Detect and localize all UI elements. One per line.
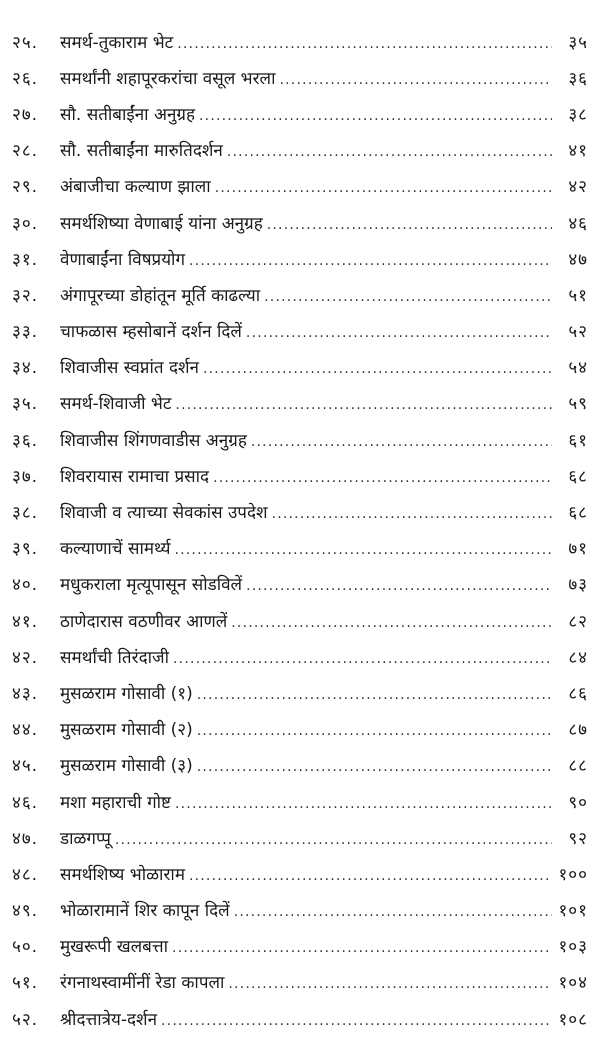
entry-page-number: ८७ — [568, 720, 588, 741]
dot-leader — [174, 543, 552, 557]
entry-page-number: ३८ — [568, 104, 588, 125]
entry-body — [60, 104, 588, 125]
entry-number: २७. — [12, 104, 39, 125]
dot-leader — [197, 724, 552, 738]
entry-title: समर्थ-तुकाराम भेट — [60, 32, 174, 53]
entry-title: ठाणेदारास वठणीवर आणलें — [60, 611, 228, 632]
entry-number: २८. — [12, 141, 39, 162]
toc-entry — [0, 713, 600, 749]
entry-page-number: ८२ — [568, 611, 588, 632]
entry-page-number: ४२ — [568, 177, 588, 198]
entry-page-number: ६८ — [568, 466, 588, 487]
entry-page-number: ९२ — [568, 828, 588, 849]
entry-number: ४९. — [12, 901, 39, 922]
dot-leader — [115, 833, 552, 847]
entry-number: ३३. — [12, 322, 39, 343]
entry-page-number: ४१ — [568, 141, 588, 162]
entry-page-number: ६८ — [568, 503, 588, 524]
entry-title: सौ. सतीबाईंना अनुग्रह — [60, 104, 196, 125]
toc-entry — [0, 676, 600, 712]
entry-title: रंगनाथस्वामींनीं रेडा कापला — [60, 973, 225, 994]
dot-leader — [213, 471, 552, 485]
entry-page-number: १०० — [558, 864, 588, 885]
toc-entry — [0, 387, 600, 423]
entry-body — [60, 143, 588, 160]
entry-title: मधुकराला मृत्यूपासून सोडविलें — [60, 575, 243, 596]
entry-title: समर्थांनी शहापूरकरांचा वसूल भरला — [60, 68, 276, 89]
entry-body — [60, 396, 588, 413]
toc-entry — [0, 351, 600, 387]
entry-number: ४२. — [12, 647, 39, 668]
entry-body — [60, 1009, 588, 1030]
toc-entry — [0, 242, 600, 278]
dot-leader — [234, 905, 552, 919]
dot-leader — [231, 616, 552, 630]
entry-page-number: ५९ — [568, 394, 588, 415]
entry-number: ४८. — [12, 864, 39, 885]
entry-title: समर्थांची तिरंदाजी — [60, 647, 170, 668]
entry-title: चाफळास म्हसोबानें दर्शन दिलें — [60, 322, 242, 343]
toc-entry — [0, 1002, 600, 1038]
entry-body — [60, 864, 588, 885]
entry-number: २९. — [12, 177, 39, 198]
toc-entry — [0, 459, 600, 495]
entry-title: समर्थशिष्य भोळाराम — [60, 864, 185, 885]
toc-entry — [0, 206, 600, 242]
dot-leader — [272, 507, 552, 521]
entry-number: २५. — [12, 32, 39, 53]
toc-entry — [0, 25, 600, 61]
entry-page-number: ४६ — [568, 213, 588, 234]
entry-page-number: १०८ — [558, 1009, 588, 1030]
toc-entry — [0, 134, 600, 170]
dot-leader — [161, 1014, 552, 1028]
dot-leader — [228, 977, 552, 991]
entry-body — [60, 505, 588, 522]
entry-title: मशा महाराची गोष्ट — [60, 792, 171, 813]
dot-leader — [246, 326, 552, 340]
toc-entry — [0, 278, 600, 314]
dot-leader — [246, 579, 552, 593]
entry-title: शिवरायास रामाचा प्रसाद — [60, 466, 210, 487]
dot-leader — [175, 398, 552, 412]
entry-body — [60, 179, 588, 196]
entry-body — [60, 360, 588, 377]
entry-body — [60, 611, 588, 632]
entry-body — [60, 939, 588, 956]
entry-number: ५२. — [12, 1009, 39, 1030]
entry-page-number: ६१ — [568, 430, 588, 451]
entry-number: ४३. — [12, 683, 39, 704]
entry-title: वेणाबाईंना विषप्रयोग — [60, 249, 186, 270]
entry-title: शिवाजीस स्वप्नांत दर्शन — [60, 358, 199, 379]
entry-number: ३५. — [12, 394, 39, 415]
entry-number: ४७. — [12, 828, 39, 849]
dot-leader — [251, 435, 552, 449]
entry-number: ३८. — [12, 503, 39, 524]
toc-entry — [0, 170, 600, 206]
toc-entry — [0, 966, 600, 1002]
entry-body — [60, 430, 588, 451]
dot-leader — [264, 290, 552, 304]
entry-body — [60, 324, 588, 341]
toc-entry — [0, 749, 600, 785]
entry-number: ३७. — [12, 466, 39, 487]
entry-body — [60, 647, 588, 668]
entry-title: अंगापूरच्या डोहांतून मूर्ति काढल्या — [60, 285, 261, 306]
entry-body — [60, 903, 588, 920]
entry-body — [60, 683, 588, 704]
entry-title: मुसळराम गोसावी (१) — [60, 683, 193, 704]
dot-leader — [197, 760, 552, 774]
entry-number: ३६. — [12, 430, 39, 451]
entry-page-number: ९० — [568, 792, 588, 813]
entry-page-number: ७३ — [568, 575, 588, 596]
dot-leader — [199, 109, 552, 123]
entry-body — [60, 68, 588, 89]
entry-title: मुसळराम गोसावी (३) — [60, 756, 193, 777]
entry-title: मुसळराम गोसावी (२) — [60, 720, 193, 741]
entry-body — [60, 466, 588, 487]
entry-body — [60, 792, 588, 813]
toc-entry — [0, 785, 600, 821]
entry-title: डाळगप्पू — [60, 828, 111, 849]
entry-page-number: ७१ — [568, 539, 588, 560]
entry-page-number: ५२ — [568, 322, 588, 343]
dot-leader — [172, 941, 552, 955]
dot-leader — [215, 181, 552, 195]
toc-entry — [0, 857, 600, 893]
entry-title: शिवाजीस शिंगणवाडीस अनुग्रह — [60, 430, 247, 451]
entry-number: ५१. — [12, 973, 39, 994]
toc-entry — [0, 894, 600, 930]
entry-body — [60, 758, 588, 775]
entry-body — [60, 32, 588, 53]
dot-leader — [280, 73, 553, 87]
toc-entry — [0, 930, 600, 966]
toc-entry — [0, 97, 600, 133]
entry-number: ४६. — [12, 792, 39, 813]
toc-entry — [0, 821, 600, 857]
entry-number: ४४. — [12, 720, 39, 741]
entry-title: समर्थ-शिवाजी भेट — [60, 394, 172, 415]
dot-leader — [267, 218, 552, 232]
entry-body — [60, 285, 588, 306]
toc-entry — [0, 495, 600, 531]
entry-page-number: ३६ — [568, 68, 588, 89]
entry-title: मुखरूपी खलबत्ता — [60, 937, 169, 958]
entry-body — [60, 828, 588, 849]
entry-number: ५०. — [12, 937, 39, 958]
table-of-contents — [0, 25, 600, 1038]
entry-page-number: ८८ — [568, 756, 588, 777]
dot-leader — [189, 869, 552, 883]
entry-number: ३४. — [12, 358, 39, 379]
entry-page-number: ८४ — [568, 647, 588, 668]
entry-title: श्रीदत्तात्रेय-दर्शन — [60, 1009, 158, 1030]
entry-title: अंबाजीचा कल्याण झाला — [60, 177, 211, 198]
entry-title: शिवाजी व त्याच्या सेवकांस उपदेश — [60, 503, 268, 524]
dot-leader — [227, 145, 552, 159]
toc-entry — [0, 423, 600, 459]
entry-page-number: १०१ — [558, 901, 588, 922]
entry-number: ३०. — [12, 213, 39, 234]
toc-entry — [0, 604, 600, 640]
entry-body — [60, 722, 588, 739]
dot-leader — [203, 362, 552, 376]
entry-body — [60, 249, 588, 270]
entry-title: सौ. सतीबाईंना मारुतिदर्शन — [60, 141, 223, 162]
dot-leader — [189, 254, 552, 268]
entry-page-number: १०४ — [558, 973, 588, 994]
entry-page-number: ८६ — [568, 683, 588, 704]
toc-entry — [0, 532, 600, 568]
entry-number: ३१. — [12, 249, 39, 270]
dot-leader — [177, 37, 552, 51]
entry-page-number: ५४ — [568, 358, 588, 379]
dot-leader — [197, 688, 552, 702]
entry-body — [60, 541, 588, 558]
dot-leader — [173, 652, 552, 666]
entry-number: ३२. — [12, 285, 39, 306]
entry-number: २६. — [12, 68, 39, 89]
entry-title: समर्थशिष्या वेणाबाई यांना अनुग्रह — [60, 213, 263, 234]
dot-leader — [175, 797, 552, 811]
entry-body — [60, 577, 588, 594]
entry-title: कल्याणाचें सामर्थ्य — [60, 539, 171, 560]
entry-number: ४१. — [12, 611, 39, 632]
entry-number: ४०. — [12, 575, 39, 596]
toc-entry — [0, 640, 600, 676]
entry-page-number: ५१ — [568, 285, 588, 306]
entry-title: भोळारामानें शिर कापून दिलें — [60, 901, 230, 922]
toc-entry — [0, 315, 600, 351]
entry-page-number: ४७ — [568, 249, 588, 270]
toc-entry — [0, 568, 600, 604]
entry-number: ३९. — [12, 539, 39, 560]
entry-body — [60, 975, 588, 992]
entry-page-number: ३५ — [568, 32, 588, 53]
entry-body — [60, 213, 588, 234]
entry-number: ४५. — [12, 756, 39, 777]
toc-entry — [0, 61, 600, 97]
entry-page-number: १०३ — [558, 937, 588, 958]
